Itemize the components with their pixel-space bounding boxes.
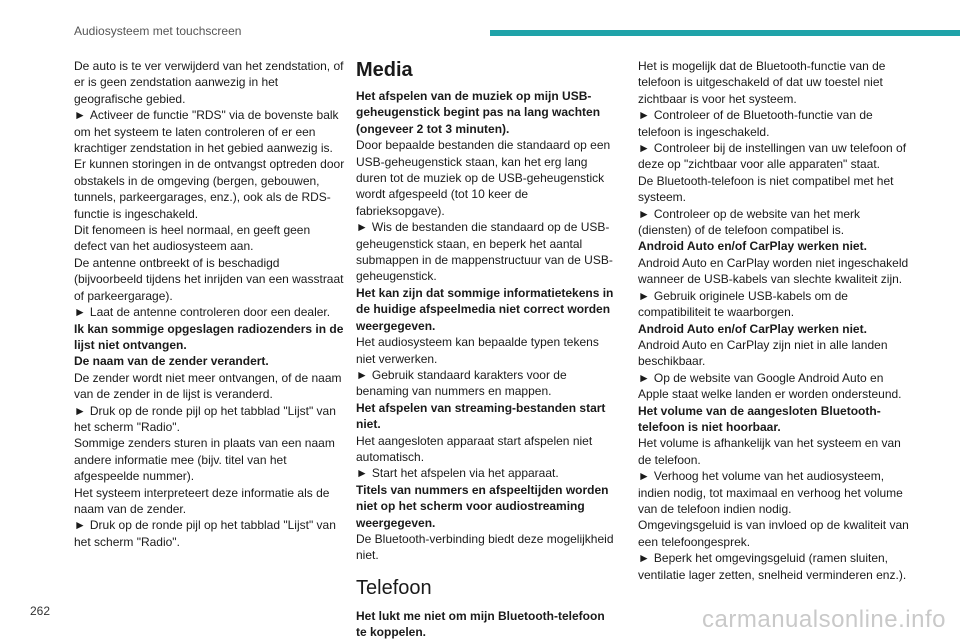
arrow-icon: ► (638, 288, 650, 303)
paragraph-text: Start het afspelen via het apparaat. (371, 466, 559, 481)
paragraph-text: Gebruik originele USB-kabels om de compatibiliteit te waarborgen. (638, 288, 848, 320)
action-instruction (74, 304, 346, 320)
paragraph-text: Druk op de ronde pijl op het tabblad "Lijst" van het scherm "Radio". (74, 403, 336, 434)
paragraph-text: Het afspelen van streaming-bestanden start niet. (356, 400, 606, 432)
column-2 (356, 58, 618, 641)
paragraph-text: Het volume van de aangesloten Bluetooth-telefoon is niet hoorbaar. (638, 403, 881, 434)
paragraph-text: Controleer bij de instellingen van uw telefoon of deze op "zichtbaar voor alle apparaten" staat. (638, 141, 907, 172)
question-heading (74, 353, 346, 369)
paragraph (74, 255, 346, 304)
arrow-icon: ► (638, 551, 650, 566)
column-3 (638, 58, 910, 583)
paragraph-text: De Bluetooth-telefoon is niet compatibel met het systeem. (638, 173, 894, 205)
action-instruction (638, 468, 910, 517)
paragraph-text: Er kunnen storingen in de ontvangst optreden door obstakels in de omgeving (bergen, gebouwen, tunnels, parkeergarages, enz.), ook als de RDS-functie is ingeschakeld. (74, 157, 345, 221)
paragraph-text: Het kan zijn dat sommige informatietekens in de huidige afspeelmedia niet correct worden weergegeven. (356, 285, 614, 333)
action-instruction (638, 550, 910, 583)
paragraph (356, 334, 618, 367)
action-instruction (638, 370, 910, 403)
action-instruction (638, 140, 910, 173)
arrow-icon: ► (74, 403, 86, 418)
paragraph-text: Verhoog het volume van het audiosysteem, indien nodig, tot maximaal en verhoog het volume van de telefoon indien nodig. (638, 469, 903, 516)
page-number: 262 (30, 604, 51, 618)
paragraph (74, 485, 346, 518)
paragraph (356, 137, 618, 219)
paragraph-text: Android Auto en CarPlay zijn niet in alle landen beschikbaar. (638, 337, 888, 369)
paragraph (638, 173, 910, 206)
action-instruction (74, 517, 346, 550)
arrow-icon: ► (74, 108, 86, 123)
paragraph (638, 337, 910, 370)
column-1 (74, 58, 346, 550)
question-heading (638, 403, 910, 436)
paragraph-text: De zender wordt niet meer ontvangen, of de naam van de zender in de lijst is veranderd. (74, 370, 342, 402)
question-heading (74, 321, 346, 354)
action-instruction (356, 465, 618, 481)
question-heading (356, 285, 618, 334)
paragraph (74, 435, 346, 484)
paragraph (638, 255, 910, 288)
paragraph-text: Het volume is afhankelijk van het systeem en van de telefoon. (638, 436, 901, 467)
paragraph-text: Android Auto en/of CarPlay werken niet. (638, 321, 867, 336)
paragraph-text: De auto is te ver verwijderd van het zendstation, of er is geen zendstation aanwezig in het geografische gebied. (74, 59, 344, 106)
question-heading (356, 608, 618, 641)
paragraph (74, 58, 346, 107)
action-instruction (74, 403, 346, 436)
arrow-icon: ► (74, 518, 86, 533)
paragraph-text: Het lukt me niet om mijn Bluetooth-telefoon te koppelen. (356, 608, 605, 640)
paragraph-text: Wis de bestanden die standaard op de USB-geheugenstick staan, en beperk het aantal submappen in de mappenstructuur van de USB-geheugenstick. (356, 220, 613, 284)
header-accent-bar (490, 30, 960, 36)
paragraph (356, 433, 618, 466)
paragraph (74, 370, 346, 403)
paragraph (638, 517, 910, 550)
paragraph-text: Android Auto en CarPlay worden niet ingeschakeld wanneer de USB-kabels van slechte kwaliteit zijn. (638, 255, 909, 287)
paragraph (638, 58, 910, 107)
action-instruction (638, 206, 910, 239)
question-heading (638, 321, 910, 337)
paragraph-text: Het systeem interpreteert deze informatie als de naam van de zender. (74, 485, 330, 516)
arrow-icon: ► (638, 108, 650, 123)
paragraph-text: De antenne ontbreekt of is beschadigd (bijvoorbeeld tijdens het inrijden van een wasstraat of parkeergarage). (74, 255, 344, 303)
arrow-icon: ► (356, 466, 368, 481)
paragraph-text: Titels van nummers en afspeeltijden worden niet op het scherm voor audiostreaming weergegeven. (356, 482, 609, 530)
paragraph-text: Het is mogelijk dat de Bluetooth-functie van de telefoon is uitgeschakeld of dat uw toestel niet zichtbaar is voor het systeem. (638, 59, 886, 106)
paragraph-text: Dit fenomeen is heel normaal, en geeft geen defect van het audiosysteem aan. (74, 223, 311, 254)
question-heading (356, 88, 618, 137)
paragraph-text: Omgevingsgeluid is van invloed op de kwaliteit van een telefoongesprek. (638, 518, 909, 549)
paragraph-text: Gebruik standaard karakters voor de benaming van nummers en mappen. (356, 367, 567, 399)
paragraph-text: Het aangesloten apparaat start afspelen niet automatisch. (356, 433, 593, 464)
paragraph-text: De Bluetooth-verbinding biedt deze mogelijkheid niet. (356, 531, 614, 563)
question-heading (356, 482, 618, 531)
arrow-icon: ► (638, 206, 650, 221)
question-heading (638, 238, 910, 254)
paragraph (74, 222, 346, 255)
paragraph-text: Sommige zenders sturen in plaats van een naam andere informatie mee (bijv. titel van het afgespeelde nummer). (74, 436, 335, 484)
paragraph-text: Controleer op de website van het merk (diensten) of de telefoon compatibel is. (638, 206, 860, 238)
section-heading-telefoon: Telefoon (356, 576, 432, 599)
action-instruction (356, 367, 618, 400)
action-instruction (356, 219, 618, 285)
paragraph (74, 156, 346, 222)
paragraph-text: Het afspelen van de muziek op mijn USB-geheugenstick begint pas na lang wachten (ongeveer 2 tot 3 minuten). (356, 89, 601, 136)
arrow-icon: ► (638, 469, 650, 484)
section-heading-media: Media (356, 59, 413, 81)
action-instruction (638, 288, 910, 321)
paragraph (356, 531, 618, 564)
paragraph-text: Druk op de ronde pijl op het tabblad "Lijst" van het scherm "Radio". (74, 518, 336, 549)
paragraph-text: Ik kan sommige opgeslagen radiozenders in de lijst niet ontvangen. (74, 321, 344, 352)
paragraph-text: Op de website van Google Android Auto en Apple staat welke landen er worden ondersteund. (638, 370, 902, 402)
action-instruction (74, 107, 346, 156)
question-heading (356, 400, 618, 433)
paragraph-text: Controleer of de Bluetooth-functie van de telefoon is ingeschakeld. (638, 108, 873, 139)
watermark: carmanualsonline.info (702, 606, 946, 633)
paragraph-text: Door bepaalde bestanden die standaard op een USB-geheugenstick staan, kan het erg lang duren tot de muziek op de USB-geheugenstick wordt afgespeeld (tot 10 keer de fabrieksopgave). (356, 138, 611, 218)
paragraph-text: Activeer de functie "RDS" via de bovenste balk om het systeem te laten controleren of er een krachtiger zendstation in het gebied aanwezig is. (74, 108, 339, 156)
arrow-icon: ► (74, 305, 86, 320)
arrow-icon: ► (356, 220, 368, 235)
paragraph-text: Laat de antenne controleren door een dealer. (89, 305, 331, 320)
paragraph-text: Beperk het omgevingsgeluid (ramen sluiten, ventilatie lager zetten, snelheid verminderen enz.). (638, 551, 907, 582)
paragraph-text: De naam van de zender verandert. (74, 354, 269, 369)
paragraph-text: Het audiosysteem kan bepaalde typen tekens niet verwerken. (356, 335, 599, 366)
action-instruction (638, 107, 910, 140)
paragraph-text: Android Auto en/of CarPlay werken niet. (638, 239, 867, 254)
header-title: Audiosysteem met touchscreen (74, 24, 242, 38)
arrow-icon: ► (356, 367, 368, 382)
paragraph (638, 435, 910, 468)
arrow-icon: ► (638, 141, 650, 156)
arrow-icon: ► (638, 370, 650, 385)
